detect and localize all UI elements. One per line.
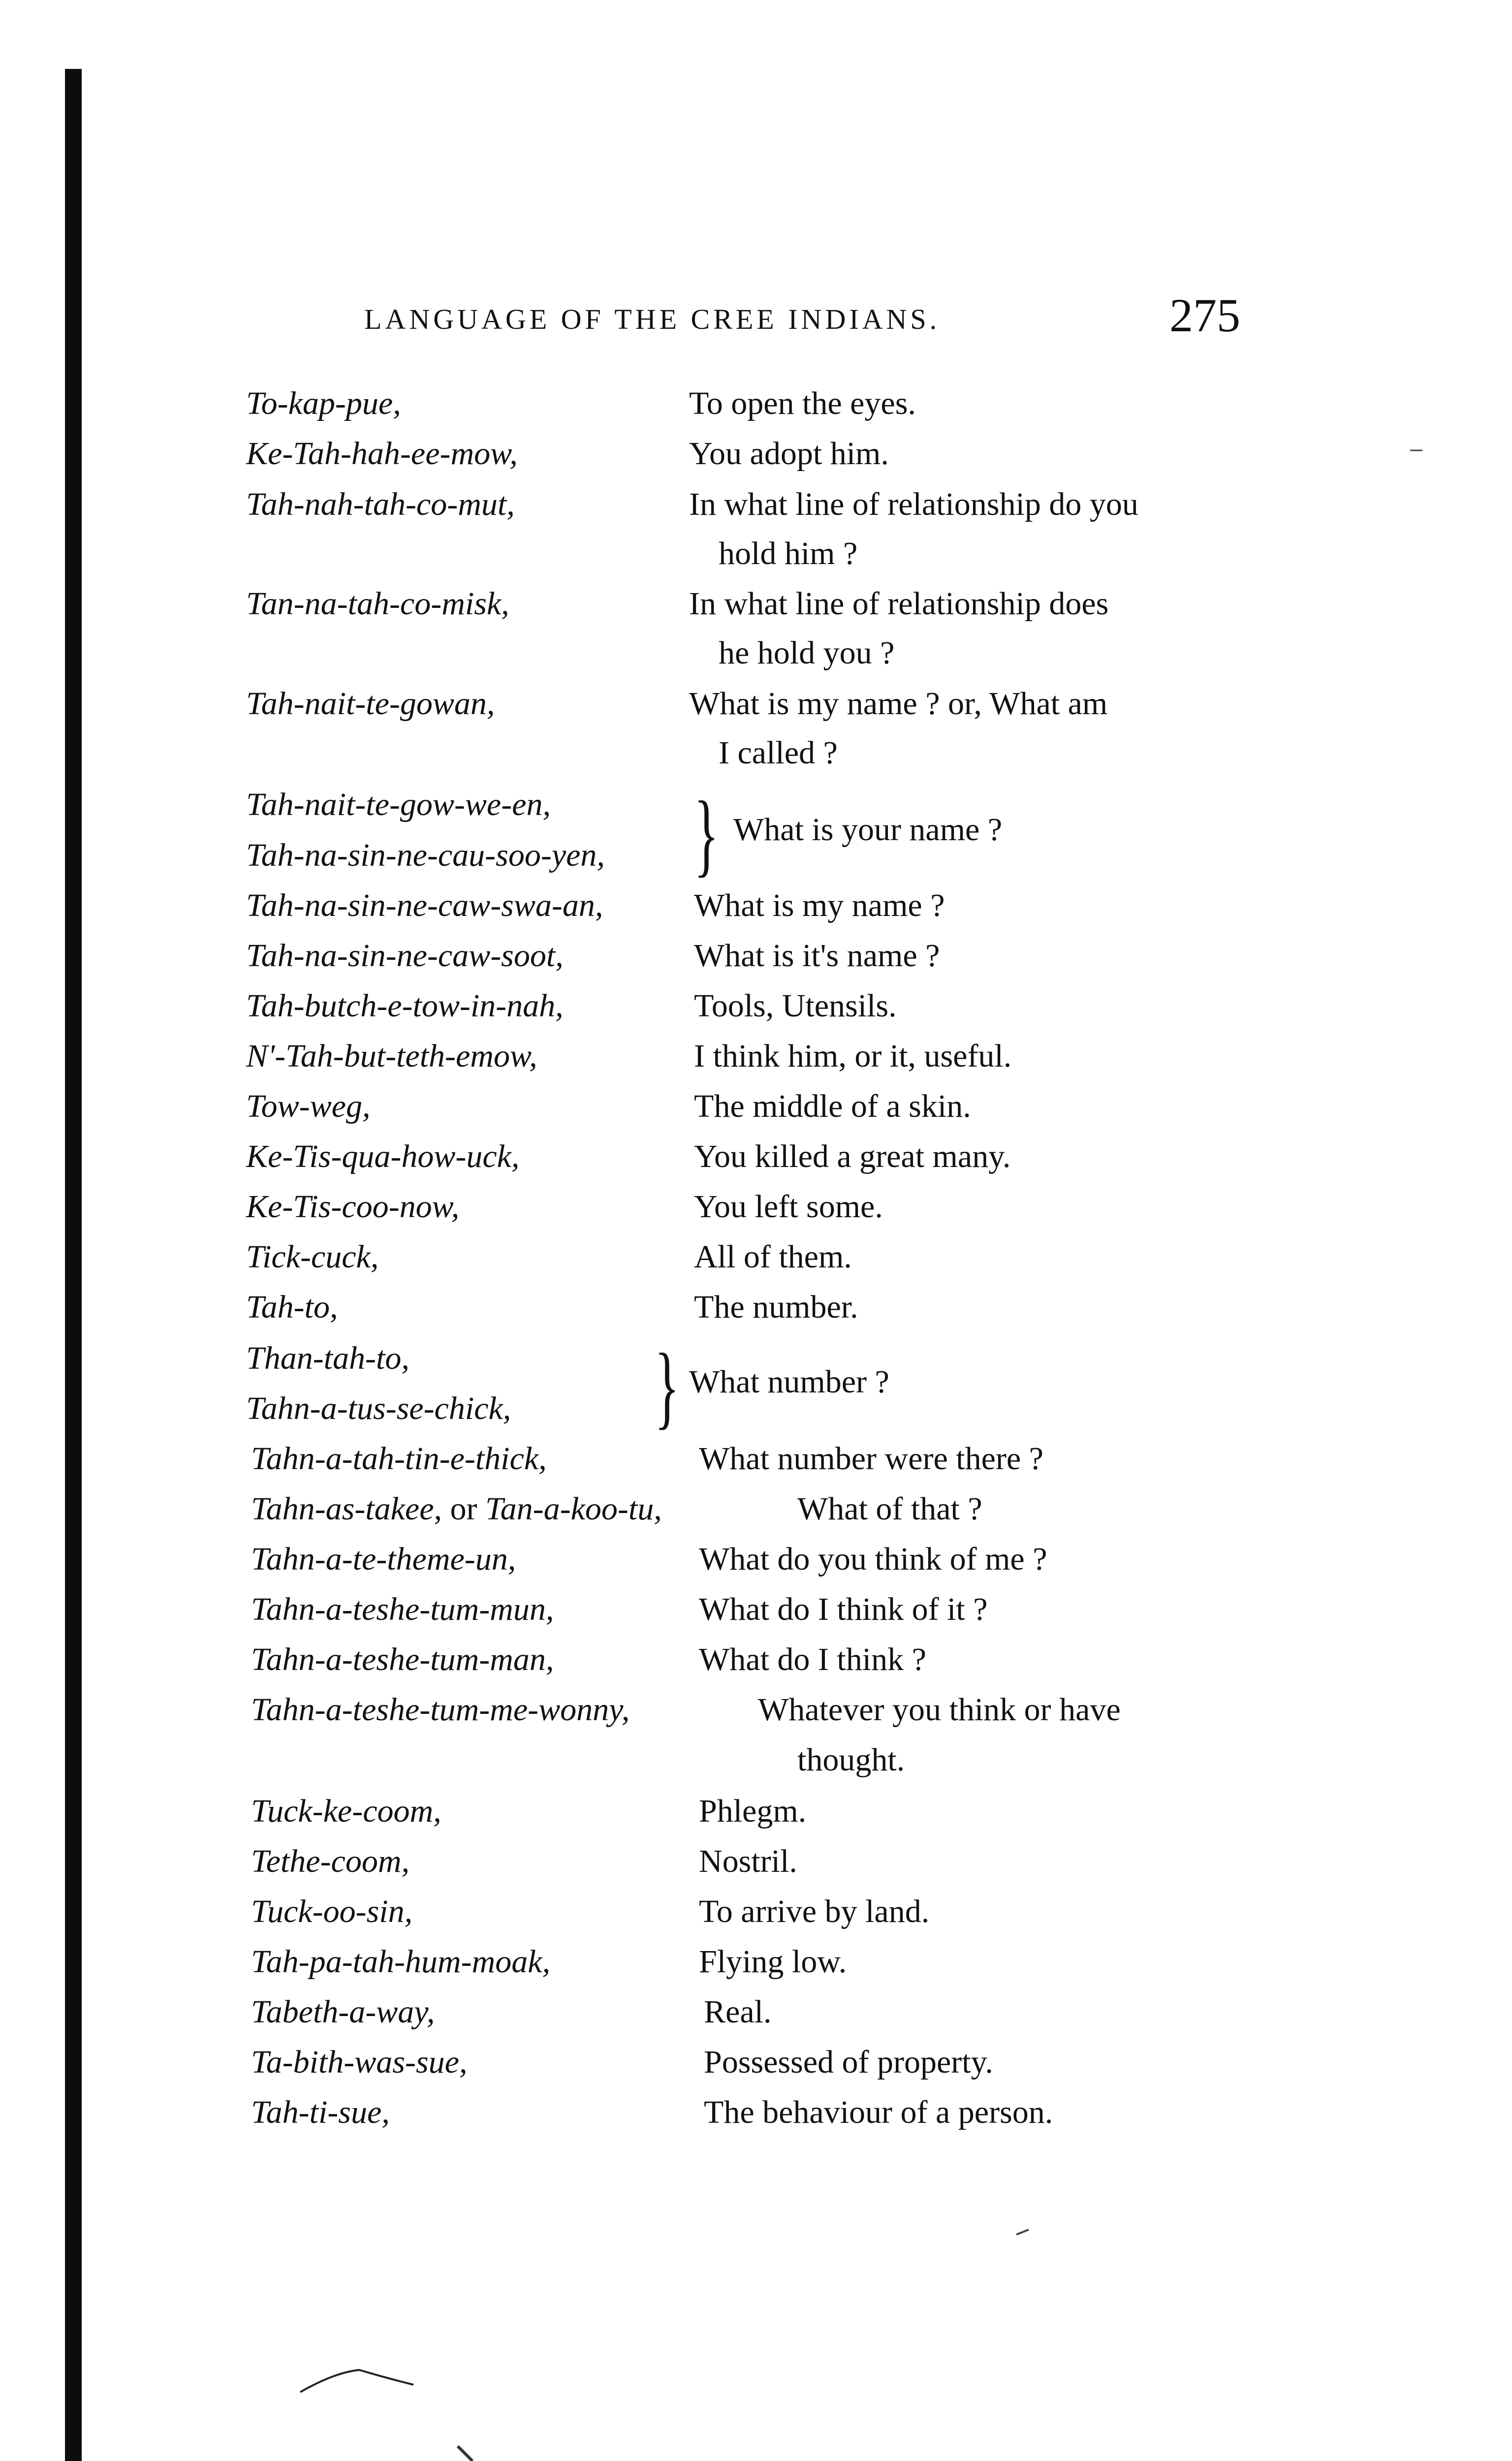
pen-stroke-mark	[295, 2363, 423, 2407]
entry-term: Tah-to,	[246, 1289, 338, 1325]
entry-definition: In what line of relationship does	[689, 586, 1109, 622]
entry-definition: In what line of relationship do you	[689, 486, 1138, 522]
page-number: 275	[1169, 289, 1240, 342]
entry-definition: To arrive by land.	[699, 1893, 930, 1929]
entry-definition: What number were there ?	[699, 1441, 1043, 1477]
entry-definition: Tools, Utensils.	[694, 988, 897, 1024]
entry-definition-continued: he hold you ?	[719, 635, 895, 671]
entry-term: Tuck-oo-sin,	[251, 1893, 413, 1929]
grouped-definition: What number ?	[689, 1364, 889, 1400]
entry-term: Tahn-a-tah-tin-e-thick,	[251, 1441, 547, 1477]
entry-definition: The middle of a skin.	[694, 1088, 971, 1124]
entry-term: To-kap-pue,	[246, 385, 401, 421]
entry-term: Tahn-a-tus-se-chick,	[246, 1390, 511, 1426]
grouping-brace: }	[655, 1335, 680, 1438]
entry-term: Tahn-as-takee,	[251, 1491, 442, 1527]
entry-definition: What of that ?	[797, 1491, 982, 1527]
entry-definition: What do you think of me ?	[699, 1541, 1047, 1577]
entry-term: Tahn-a-teshe-tum-mun,	[251, 1591, 554, 1627]
entry-term-alternate: Tan-a-koo-tu,	[485, 1491, 662, 1527]
grouped-definition: What is your name ?	[733, 812, 1003, 848]
page-header	[364, 288, 1240, 347]
entry-term: Tuck-ke-coom,	[251, 1793, 441, 1829]
entry-term: N'-Tah-but-teth-emow,	[246, 1038, 537, 1074]
entry-term: Tah-butch-e-tow-in-nah,	[246, 988, 564, 1024]
running-head: LANGUAGE OF THE CREE INDIANS.	[364, 303, 941, 335]
grouping-brace: }	[694, 783, 719, 886]
term-connector: or	[450, 1491, 477, 1527]
entry-term: Than-tah-to,	[246, 1340, 410, 1376]
entry-definition: You left some.	[694, 1189, 883, 1225]
entry-term: Ke-Tis-coo-now,	[246, 1189, 460, 1225]
entry-definition: Whatever you think or have	[758, 1692, 1121, 1728]
entry-term: Tethe-coom,	[251, 1843, 410, 1879]
entry-definition: Real.	[704, 1994, 772, 2030]
entry-definition: Flying low.	[699, 1944, 847, 1980]
entry-definition: The behaviour of a person.	[704, 2094, 1053, 2130]
ink-speck-mark	[453, 2441, 482, 2461]
entry-definition: To open the eyes.	[689, 385, 916, 421]
entry-term: Ta-bith-was-sue,	[251, 2044, 468, 2080]
entry-term: Tahn-a-te-theme-un,	[251, 1541, 516, 1577]
ink-speck-mark	[1014, 2225, 1034, 2240]
entry-term: Tah-ti-sue,	[251, 2094, 390, 2130]
entry-definition: Nostril.	[699, 1843, 797, 1879]
entry-definition: Phlegm.	[699, 1793, 807, 1829]
entry-term: Tah-pa-tah-hum-moak,	[251, 1944, 551, 1980]
entry-definition: What is my name ? or, What am	[689, 686, 1108, 722]
entry-term: Tick-cuck,	[246, 1239, 379, 1275]
entry-definition: What do I think ?	[699, 1641, 926, 1677]
entry-definition: All of them.	[694, 1239, 852, 1275]
entry-term: Tah-nait-te-gow-we-en,	[246, 787, 551, 822]
entry-definition-continued: hold him ?	[719, 536, 858, 571]
entry-definition: You killed a great many.	[694, 1138, 1011, 1174]
entry-term: Tah-na-sin-ne-caw-soot,	[246, 938, 564, 974]
entry-term: Tow-weg,	[246, 1088, 371, 1124]
entry-term: Ke-Tis-qua-how-uck,	[246, 1138, 520, 1174]
entry-definition: What do I think of it ?	[699, 1591, 988, 1627]
ink-speck-mark	[1408, 443, 1427, 458]
entry-definition: Possessed of property.	[704, 2044, 993, 2080]
entry-term: Tah-na-sin-ne-caw-swa-an,	[246, 887, 603, 923]
entry-term: Tahn-a-teshe-tum-me-wonny,	[251, 1692, 630, 1728]
entry-term: Ke-Tah-hah-ee-mow,	[246, 436, 518, 472]
entry-definition-continued: thought.	[797, 1742, 905, 1778]
entry-definition: You adopt him.	[689, 436, 889, 472]
entry-term: Tabeth-a-way,	[251, 1994, 435, 2030]
entry-term: Tah-na-sin-ne-cau-soo-yen,	[246, 837, 605, 873]
entry-term: Tah-nait-te-gowan,	[246, 686, 495, 722]
entry-term-pair	[251, 1484, 662, 1534]
entry-definition-continued: I called ?	[719, 735, 838, 771]
entry-definition: I think him, or it, useful.	[694, 1038, 1012, 1074]
entry-definition: What is it's name ?	[694, 938, 940, 974]
entry-term: Tan-na-tah-co-misk,	[246, 586, 509, 622]
entry-term: Tahn-a-teshe-tum-man,	[251, 1641, 554, 1677]
entry-definition: What is my name ?	[694, 887, 945, 923]
entry-term: Tah-nah-tah-co-mut,	[246, 486, 515, 522]
entry-definition: The number.	[694, 1289, 858, 1325]
